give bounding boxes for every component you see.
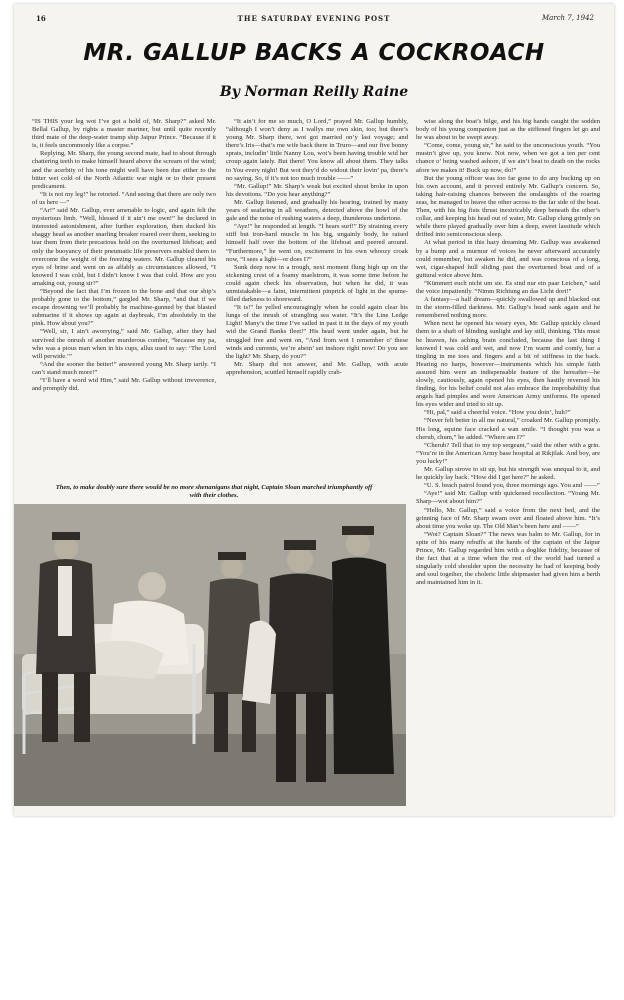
- paragraph: “IS THIS your leg wot I’ve got a hold of, Mr. Sharp?” asked Mr. Bellal Gallup, by rights a master mariner, but until quite recently third mate of the deep-water tramp ship Jaipur Prince. “Because if it is, it feels uncommonly like a corpse.”: [32, 118, 216, 150]
- paragraph: “Cherub? Tell that to my top sergeant,” said the other with a grin. “You’re in the American Army base hospital at Rikjilak. And boy, are you lucky!”: [416, 441, 600, 465]
- text-column-2: [226, 118, 408, 478]
- paragraph: “Ar!” said Mr. Gallup, ever amenable to logic, and again felt the mysterious limb. “Well, blessed if it ain’t me own!” he declared in interested astonishment, after further exploration, then ducked his shaggy head as another snarling breaker roared over them, seeking to tear them from their precarious hold on the overturned lifeboat; and only the buoyancy of their pneumatic life preservers enabled them to overcome the weight of the freezing waters. Mr. Gallup cleared his eyes of brine and went on as affably as circumstances allowed, “I knowed I was cold, but I didn’t know I was that cold. How are you amaking out, young sir?”: [32, 207, 216, 287]
- article-title: MR. GALLUP BACKS A COCKROACH: [83, 40, 545, 66]
- paragraph: A fantasy—a half dream—quickly swallowed up and blacked out in the storm-filled darkness. Mr. Gallup’s head sank again and he remembered nothing more.: [416, 296, 600, 320]
- magazine-page: [14, 4, 614, 816]
- paragraph: “Hi, pal,” said a cheerful voice. “How you doin’, huh?”: [424, 409, 571, 417]
- paragraph: “Come, come, young sir,” he said to the unconscious youth. “You mustn’t give up, you know. Not now, when we got a ten per cent chance o’ being washed ashore, if we ain’t beat to death on the rocks afore we makes it! Buck up now, do!”: [416, 142, 600, 174]
- paragraph: “It is not my leg!” he retorted. “And seeing that there are only two of us here —”: [32, 190, 216, 206]
- hospital-illustration: [14, 504, 406, 806]
- paragraph: wise along the boat’s bilge, and his big hands caught the sodden body of his young companion just as the stiffened fingers let go and he was about to be swept away.: [416, 118, 600, 142]
- paragraph: At what period in this hazy dreaming Mr. Gallup was awakened by a bump and a murmur of voices he never afterward accurately could remember, but awaken he did, and was conscious of a long, wet, cigar-shaped hull sliding past the overturned boat and of a guttural voice above him.: [416, 239, 600, 279]
- paragraph: “Never felt better in all me natural,” croaked Mr. Gallup promptly. His long, equine face cracked a wan smile. “I thought you was a cherub, chum,” he added. “Where am I?”: [416, 417, 600, 441]
- paragraph: “Hello, Mr. Gallup,” said a voice from the next bed, and the grinning face of Mr. Sharp swam over and floated above him. “It’s about time you woke up. The Old Man’s been here and ——”: [416, 506, 600, 530]
- paragraph: “And the sooner the better!” answered young Mr. Sharp tartly. “I can’t stand much more!”: [32, 360, 216, 376]
- paragraph: “It ain’t for me so much, O Lord,” prayed Mr. Gallup humbly, “although I won’t deny as I wallys me own skin, too; but there’s young Mr. Sharp there, wot got married on’y last voyage; and there’s Iris—that’s me wife back there in Truro—and our five bonny sprats, includin’ little Nanny Lou, wot’s been having trouble wid her croup again lately. But there! You know all about them. They talks to You every night! But wot they’d do widout their lovin’ pa, there’s no saying. So, if it’s not too much trouble ——”: [226, 118, 408, 182]
- magazine-name: THE SATURDAY EVENING POST: [237, 14, 391, 23]
- issue-date: March 7, 1942: [541, 14, 594, 22]
- paragraph: Mr. Sharp did not answer, and Mr. Gallup, with acute apprehension, scuttled himself rapidly crab-: [226, 360, 408, 376]
- paragraph: Mr. Gallup listened, and gradually his hearing, trained by many years of seafaring in all weathers, detected above the howl of the gale and the noise of rushing waters a deep, thunderous undertone.: [226, 198, 408, 223]
- paragraph: “Well, sir, I ain’t aworrying,” said Mr. Gallup, after they had survived the onrush of another murderous comber, “because my pa, who was a pious man when in his cups, allus used to say: ‘The Lord will perwide.’”: [32, 328, 216, 360]
- text-column-1: [32, 118, 216, 468]
- paragraph: “Kümmert euch nicht um sie. Es sind nur ein paar Leichen,” said the voice impatiently. “Nimm Richtung an das Licht dort!”: [416, 279, 600, 295]
- paragraph: “It is!” he yelled encouragingly when he could again clear his lungs of the inrush of strangling sea water. “It’s the Line Ledge Light! Many’s the time I’ve sailed in past it in the days of my youth wid the Grand Banks fleet!” His head went under again, but he struggled free and went on, “And from wot I remember o’ these winds and currents, we’re abein’ set inshore right now! Do you see the light? Mr. Sharp, do you?”: [226, 304, 408, 360]
- paragraph: “Wot? Captain Sloan?” The news was balm to Mr. Gallup, for in spite of his many rebuffs at the hands of the captain of the Jaipur Prince, Mr. Gallup regarded him with a doglike fidelity, because of the fact that at a time when the rest of the world had turned a singularly cold shoulder upon the necessity he had of keeping body and soul together, the choleric little shipmaster had given him a berth and maintained him in it.: [416, 530, 600, 587]
- paragraph: “Beyond the fact that I’m frozen to the bone and that our ship’s probably gone to the bottom,” gargled Mr. Sharp, “and that if we escape drowning we’ll probably be machine-gunned by that blasted submarine if it shows up again at daybreak, I’m absolutely in the pink. How about you?”: [32, 287, 216, 328]
- paragraph: “U. S. beach patrol found you, three mornings ago. You and ——”: [424, 482, 600, 490]
- paragraph: Mr. Gallup strove to sit up, but his strength was unequal to it, and he quickly lay back. “How did I get here?” he asked.: [416, 466, 600, 482]
- paragraph: “Aye!” said Mr. Gallup with quickened recollection. “Young Mr. Sharp—wot about him?”: [416, 490, 600, 506]
- article-byline: By Norman Reilly Raine: [219, 84, 409, 100]
- paragraph: “I’ll have a word wid Him,” said Mr. Gallup without irreverence, and promptly did.: [32, 377, 216, 393]
- page-number: 16: [36, 14, 46, 23]
- paragraph: But the young officer was too far gone to do any bucking up on his own account, and it proved entirely Mr. Gallup’s concern. So, taking hair-raising chances between the onslaughts of the roaring seas, he managed to heave the other across to the far side of the boat. Then, with his big fists thrust inextricably deep beneath the other’s collar, and keeping his head out of water, Mr. Gallup clung grimly on while there played gradually over him a deep, sweet lassitude which drifted into semiconscious sleep.: [416, 174, 600, 239]
- paragraph: Sunk deep now in a trough, next moment flung high up on the sickening crest of a foamy maelstrom, it was some time before he could again check his observation, but when he did, it was unmistakable—a faint, intermittent pinprick of light in the spume-filled darkness to shoreward.: [226, 263, 408, 304]
- text-column-3: [416, 118, 600, 808]
- paragraph: Replying, Mr. Sharp, the young second mate, had to shout through chattering teeth to make himself heard above the scream of the wind; and the acerbity of his tone might well have been due either to the bitter wet cold of the North Atlantic war night or to their present predicament.: [32, 150, 216, 190]
- paragraph: “Aye!” he responded at length. “I hears surf!” By straining every stiff but iron-hard muscle in his big, ungainly body, he raised himself half over the bottom of the lifeboat and peered around. “Furthermore,” he went on, excitement in his own whoozy croak now, “I sees a light—or does I?”: [226, 223, 408, 263]
- paragraph: When next he opened his weary eyes, Mr. Gallup quickly closed them to a shaft of blinding sunlight and lay still, thinking. This must be heaven, his aching brain concluded, because the last thing I knowed I was cold and wet, and now I’m warm and comfy, bar a tingling in me toes and fingers and a bit of stiffness in the back. Hearing no harps, however—instruments which his simple faith assured him were an indispensable feature of the hereafter—he slowly, cautiously, again opened his eyes, then hastily reversed his finding, for his belief could not also embrace the improbability that angels had pimples and wore American Army uniforms. He opened his eyes wider and tried to sit up.: [416, 320, 600, 409]
- page-header: [14, 14, 614, 26]
- illustration-caption: Then, to make doubly sure there would be no more shenanigans that night, Captain Sloan marched triumphantly off with their clothes.: [55, 484, 373, 499]
- paragraph: “Mr. Gallup!” Mr. Sharp’s weak but excited shout broke in upon his devotions. “Do you hear anything?”: [226, 182, 408, 198]
